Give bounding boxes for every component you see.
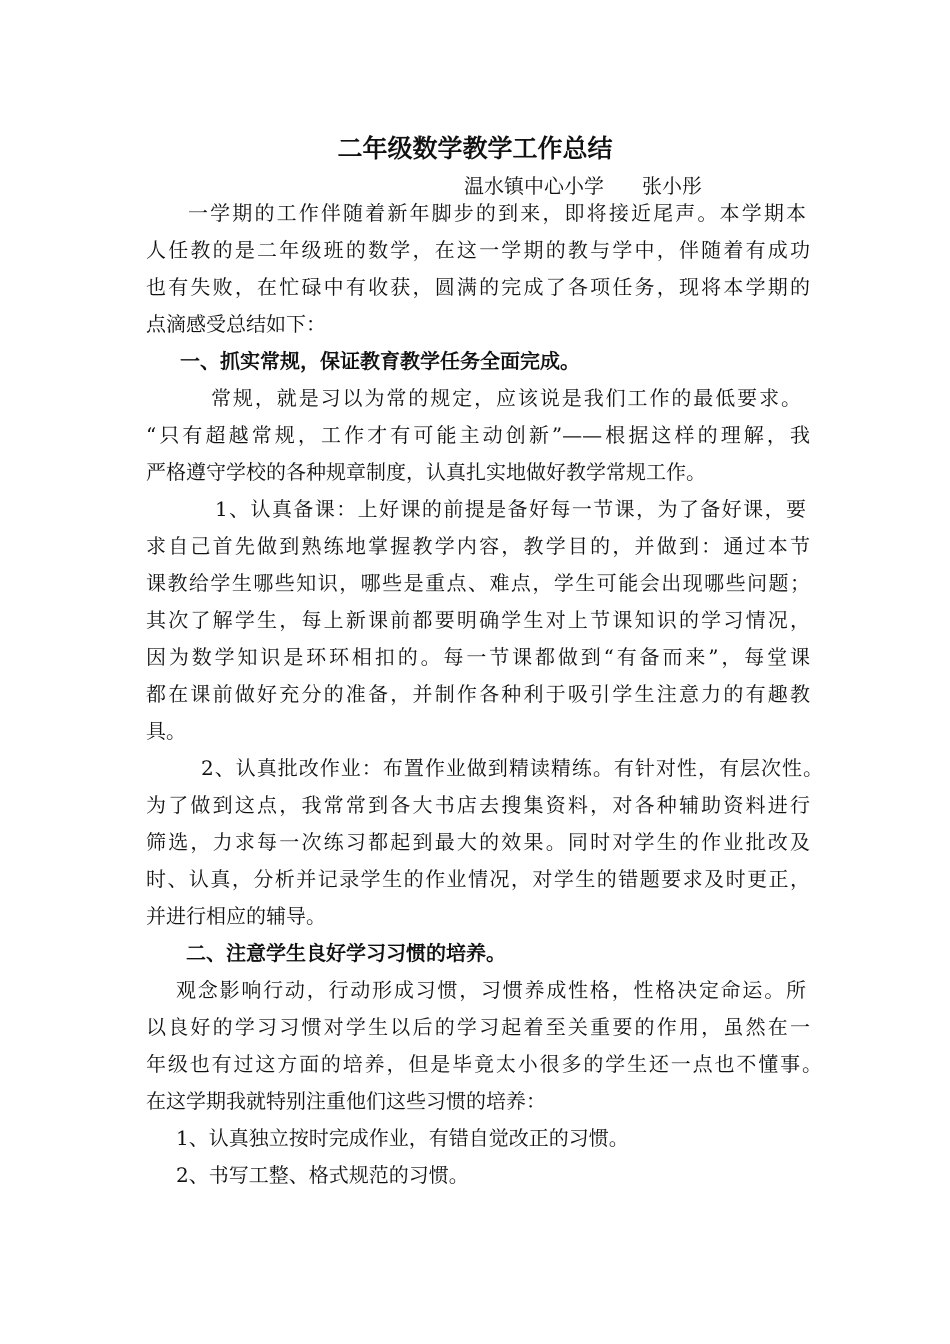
section-heading: 一、抓实常规，保证教育教学任务全面完成。 bbox=[180, 349, 580, 373]
list-item: 2、书写工整、格式规范的习惯。 bbox=[176, 1163, 469, 1187]
paragraph-line: 以良好的学习习惯对学生以后的学习起着至关重要的作用，虽然在一 bbox=[146, 1015, 810, 1039]
paragraph-line: 筛选，力求每一次练习都起到最大的效果。同时对学生的作业批改及 bbox=[146, 830, 810, 854]
paragraph-line: 并进行相应的辅导。 bbox=[146, 904, 326, 928]
author-school: 温水镇中心小学 bbox=[464, 174, 604, 198]
author-line bbox=[464, 172, 702, 200]
paragraph-line: 时、认真，分析并记录学生的作业情况，对学生的错题要求及时更正， bbox=[146, 867, 810, 891]
paragraph-line: 点滴感受总结如下： bbox=[146, 312, 326, 336]
paragraph-line: 其次了解学生，每上新课前都要明确学生对上节课知识的学习情况， bbox=[146, 608, 810, 632]
paragraph-line: 1、认真备课：上好课的前提是备好每一节课，为了备好课，要 bbox=[215, 497, 806, 521]
paragraph-line: 人任教的是二年级班的数学，在这一学期的教与学中，伴随着有成功 bbox=[146, 238, 810, 262]
paragraph-line: 课教给学生哪些知识，哪些是重点、难点，学生可能会出现哪些问题； bbox=[146, 571, 810, 595]
paragraph-line: “只有超越常规，工作才有可能主动创新”——根据这样的理解，我 bbox=[146, 423, 810, 447]
paragraph-line: 年级也有过这方面的培养，但是毕竟太小很多的学生还一点也不懂事。 bbox=[146, 1052, 822, 1076]
document-title: 二年级数学教学工作总结 bbox=[337, 134, 613, 163]
paragraph-line: 为了做到这点，我常常到各大书店去搜集资料，对各种辅助资料进行 bbox=[146, 793, 810, 817]
paragraph-line: 严格遵守学校的各种规章制度，认真扎实地做好教学常规工作。 bbox=[146, 460, 706, 484]
paragraph-line: 常规，就是习以为常的规定，应该说是我们工作的最低要求。 bbox=[211, 386, 801, 410]
paragraph-line: 都在课前做好充分的准备，并制作各种利于吸引学生注意力的有趣教 bbox=[146, 682, 810, 706]
paragraph-line: 观念影响行动，行动形成习惯，习惯养成性格，性格决定命运。所 bbox=[176, 978, 806, 1002]
paragraph-line: 求自己首先做到熟练地掌握教学内容，教学目的，并做到：通过本节 bbox=[146, 534, 810, 558]
paragraph-line: 在这学期我就特别注重他们这些习惯的培养： bbox=[146, 1089, 546, 1113]
paragraph-line: 具。 bbox=[146, 719, 186, 743]
paragraph-line: 2、认真批改作业：布置作业做到精读精练。有针对性，有层次性。 bbox=[201, 756, 823, 780]
paragraph-line: 也有失败，在忙碌中有收获，圆满的完成了各项任务，现将本学期的 bbox=[146, 275, 810, 299]
list-item: 1、认真独立按时完成作业，有错自觉改正的习惯。 bbox=[176, 1126, 629, 1150]
paragraph-line: 因为数学知识是环环相扣的。每一节课都做到“有备而来”，每堂课 bbox=[146, 645, 810, 669]
section-heading: 二、注意学生良好学习习惯的培养。 bbox=[186, 941, 506, 965]
paragraph-line: 一学期的工作伴随着新年脚步的到来，即将接近尾声。本学期本 bbox=[188, 201, 806, 225]
author-name: 张小彤 bbox=[642, 174, 702, 198]
